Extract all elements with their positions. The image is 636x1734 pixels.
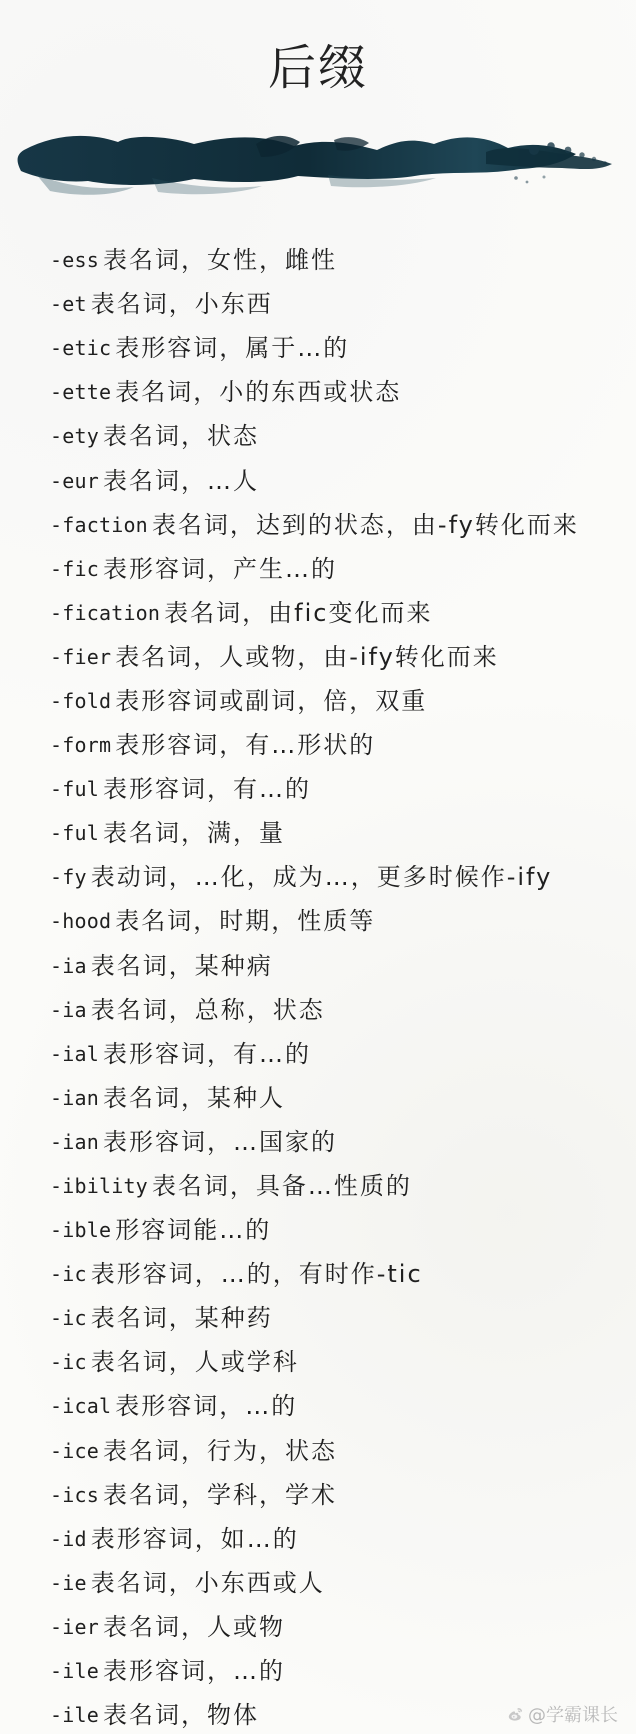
- suffix-description: 表形容词，有…的: [102, 775, 311, 804]
- suffix-term: -ess: [50, 248, 99, 273]
- list-item: [50, 811, 610, 855]
- suffix-description: 表名词，时期，性质等: [115, 907, 376, 936]
- list-item: [50, 547, 610, 591]
- suffix-description: 表名词，状态: [102, 422, 259, 451]
- suffix-term: -fold: [50, 688, 112, 713]
- suffix-description: 表形容词，…国家的: [102, 1127, 337, 1156]
- suffix-term: -fication: [50, 600, 161, 625]
- suffix-description: 表名词，满，量: [102, 819, 285, 848]
- suffix-term: -ian: [50, 1129, 99, 1154]
- list-item: [50, 635, 610, 679]
- suffix-term: -ful: [50, 821, 99, 846]
- suffix-description: 表形容词或副词，倍，双重: [115, 686, 428, 715]
- suffix-term: -eur: [50, 468, 99, 493]
- list-item: [50, 1340, 610, 1384]
- list-item: [50, 1076, 610, 1120]
- suffix-term: -ette: [50, 380, 112, 405]
- suffix-description: 表名词，物体: [102, 1701, 259, 1730]
- suffix-term: -ic: [50, 1350, 87, 1375]
- suffix-description: 表名词，人或学科: [90, 1348, 299, 1377]
- list-item: [50, 1252, 610, 1296]
- suffix-description: 表形容词，…的: [102, 1657, 285, 1686]
- list-item: [50, 458, 610, 502]
- suffix-description: 表名词，某种药: [90, 1304, 273, 1333]
- list-item: [50, 899, 610, 943]
- list-item: [50, 1517, 610, 1561]
- list-item: [50, 1605, 610, 1649]
- suffix-description: 表名词，小东西或人: [90, 1568, 325, 1597]
- suffix-description: 表名词，某种人: [102, 1083, 285, 1112]
- suffix-description: 表名词，人或物，由-ify转化而来: [115, 642, 499, 671]
- suffix-description: 表名词，由fic变化而来: [164, 598, 433, 627]
- suffix-description: 表动词，…化，成为…，更多时候作-ify: [90, 863, 553, 892]
- list-item: [50, 988, 610, 1032]
- suffix-term: -ic: [50, 1306, 87, 1331]
- suffix-term: -ian: [50, 1085, 99, 1110]
- suffix-term: -ical: [50, 1394, 112, 1419]
- page-title: 后缀: [267, 40, 368, 96]
- suffix-term: -id: [50, 1526, 87, 1551]
- suffix-description: 表名词，小的东西或状态: [115, 378, 402, 407]
- suffix-term: -ics: [50, 1482, 99, 1507]
- suffix-term: -ile: [50, 1703, 99, 1728]
- suffix-term: -ie: [50, 1570, 87, 1595]
- suffix-description: 表名词，人或物: [102, 1612, 285, 1641]
- list-item: [50, 370, 610, 414]
- watermark-text: @学霸课长: [528, 1705, 618, 1726]
- list-item: [50, 723, 610, 767]
- suffix-description: 表形容词，有…的: [102, 1039, 311, 1068]
- suffix-list: [50, 238, 610, 1734]
- suffix-term: -fy: [50, 865, 87, 890]
- suffix-term: -ice: [50, 1438, 99, 1463]
- list-item: [50, 944, 610, 988]
- suffix-description: 表名词，…人: [102, 466, 259, 495]
- weibo-icon: [506, 1705, 524, 1723]
- suffix-term: -ier: [50, 1614, 99, 1639]
- suffix-term: -ia: [50, 997, 87, 1022]
- suffix-term: -ibility: [50, 1174, 148, 1199]
- suffix-term: -ile: [50, 1659, 99, 1684]
- suffix-description: 形容词能…的: [115, 1216, 272, 1245]
- list-item: [50, 326, 610, 370]
- list-item: [50, 1120, 610, 1164]
- list-item: [50, 1473, 610, 1517]
- suffix-term: -et: [50, 292, 87, 317]
- list-item: [50, 1032, 610, 1076]
- list-item: [50, 1384, 610, 1428]
- list-item: [50, 503, 610, 547]
- list-item: [50, 414, 610, 458]
- list-item: [50, 1296, 610, 1340]
- list-item: [50, 238, 610, 282]
- suffix-description: 表名词，学科，学术: [102, 1480, 337, 1509]
- suffix-description: 表名词，达到的状态，由-fy转化而来: [151, 510, 579, 539]
- watermark: [506, 1701, 618, 1727]
- suffix-term: -ic: [50, 1262, 87, 1287]
- suffix-description: 表形容词，产生…的: [102, 554, 337, 583]
- suffix-term: -ia: [50, 953, 87, 978]
- list-item: [50, 282, 610, 326]
- list-item: [50, 1649, 610, 1693]
- suffix-term: -hood: [50, 909, 112, 934]
- suffix-term: -ial: [50, 1041, 99, 1066]
- suffix-description: 表形容词，有…形状的: [115, 731, 376, 760]
- list-item: [50, 1561, 610, 1605]
- list-item: [50, 679, 610, 723]
- suffix-description: 表形容词，…的，有时作-tic: [90, 1260, 423, 1289]
- list-item: [50, 855, 610, 899]
- suffix-term: -etic: [50, 336, 112, 361]
- suffix-term: -faction: [50, 512, 148, 537]
- list-item: [50, 767, 610, 811]
- list-item: [50, 1164, 610, 1208]
- suffix-description: 表形容词，属于…的: [115, 334, 350, 363]
- suffix-description: 表形容词，如…的: [90, 1524, 299, 1553]
- suffix-term: -fier: [50, 644, 112, 669]
- suffix-term: -fic: [50, 556, 99, 581]
- list-item: [50, 591, 610, 635]
- suffix-description: 表形容词，…的: [115, 1392, 298, 1421]
- suffix-description: 表名词，小东西: [90, 290, 273, 319]
- suffix-term: -ety: [50, 424, 99, 449]
- suffix-description: 表名词，行为，状态: [102, 1436, 337, 1465]
- suffix-description: 表名词，女性，雌性: [102, 246, 337, 275]
- suffix-term: -ible: [50, 1218, 112, 1243]
- ink-brush-stroke: [16, 126, 626, 202]
- suffix-term: -ful: [50, 777, 99, 802]
- suffix-description: 表名词，总称，状态: [90, 995, 325, 1024]
- suffix-description: 表名词，具备…性质的: [151, 1172, 412, 1201]
- list-item: [50, 1429, 610, 1473]
- suffix-description: 表名词，某种病: [90, 951, 273, 980]
- list-item: [50, 1208, 610, 1252]
- suffix-term: -form: [50, 733, 112, 758]
